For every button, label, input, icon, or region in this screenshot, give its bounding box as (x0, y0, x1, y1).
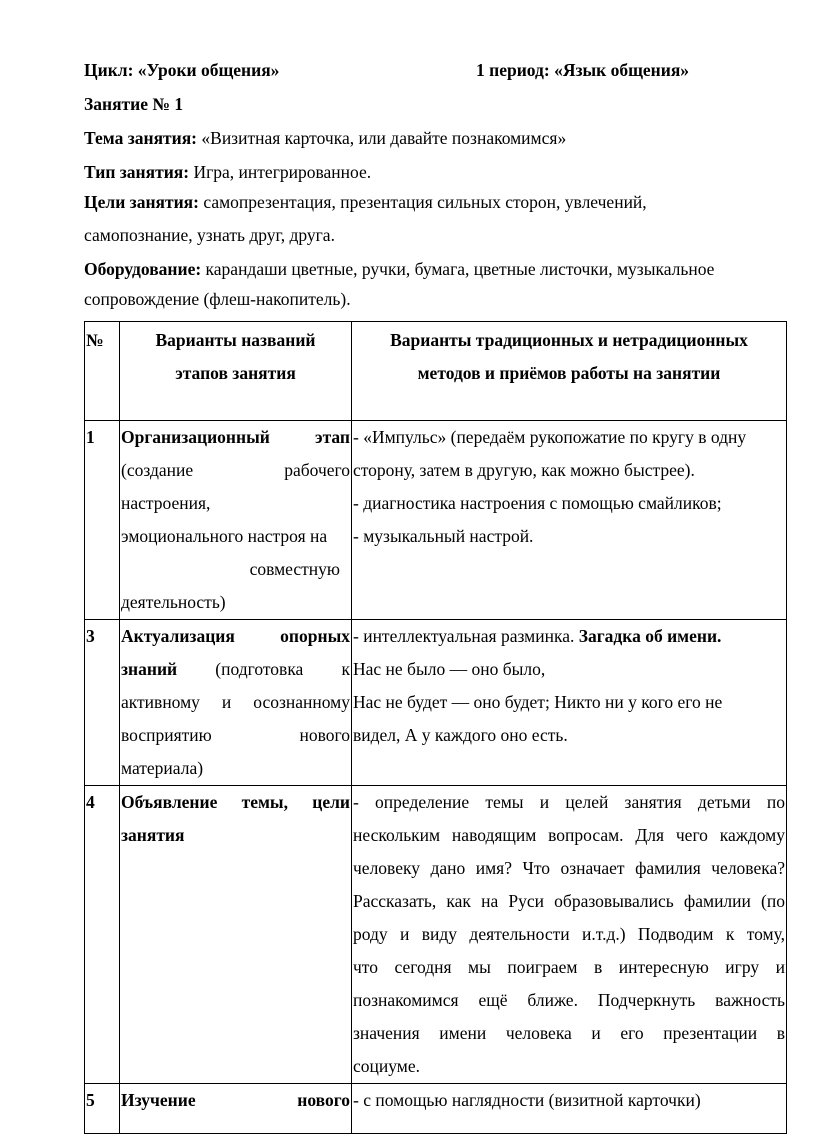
riddle-title: Загадка об имени. (578, 626, 722, 646)
stage-title-continued: знаний (121, 659, 178, 679)
row-number: 5 (85, 1084, 120, 1134)
header-number: № (85, 322, 120, 421)
row-number: 3 (85, 620, 120, 786)
stage-title: Изучение нового (121, 1090, 350, 1110)
stage-line: совместную (249, 559, 340, 579)
stage-line-rest: (подготовка к (177, 659, 350, 679)
stage-title: Организационный этап (121, 427, 350, 447)
method-line: - диагностика настроения с помощью смайликов; (353, 493, 722, 513)
table-row (85, 421, 787, 620)
stage-line: (создание рабочего (121, 460, 350, 480)
type-line (84, 161, 371, 183)
topic-value: «Визитная карточка, или давайте познакомимся» (197, 128, 567, 148)
methods-cell (352, 620, 787, 786)
period-title: 1 период: «Язык общения» (476, 60, 690, 80)
stage-line: материала) (121, 758, 204, 778)
topic-label: Тема занятия: (84, 128, 198, 148)
equipment-value-1: карандаши цветные, ручки, бумага, цветные листочки, музыкальное (201, 259, 715, 279)
table-row (85, 1084, 787, 1134)
type-label: Тип занятия: (84, 162, 190, 182)
stage-line: эмоционального настроя на (121, 526, 328, 546)
header-methods-line-2: методов и приёмов работы на занятии (417, 363, 721, 383)
method-line: Нас не будет — оно будет; Никто ни у кого его не (353, 692, 723, 712)
row-number: 1 (85, 421, 120, 620)
method-line: видел, А у каждого оно есть. (353, 725, 568, 745)
stage-line: настроения, (121, 493, 211, 513)
methods-cell (352, 421, 787, 620)
header-methods (352, 322, 787, 421)
topic-line (84, 127, 566, 149)
lesson-number: Занятие № 1 (84, 94, 184, 114)
stage-cell (120, 421, 352, 620)
method-line: - определение темы и целей занятия детьми по (353, 792, 785, 812)
methods-cell (352, 786, 787, 1084)
table-header-row (85, 322, 787, 421)
methods-cell (352, 1084, 787, 1134)
method-line: - «Импульс» (передаём рукопожатие по кругу в одну (353, 427, 747, 447)
lesson-stages-table (84, 321, 787, 1134)
stage-line (121, 653, 350, 686)
method-line: социуме. (353, 1056, 420, 1076)
stage-title: Актуализация опорных (121, 626, 350, 646)
type-value: Игра, интегрированное. (189, 162, 372, 182)
method-line: роду и виду деятельности и.т.д.) Подводим к тому, (353, 924, 785, 944)
method-line (353, 620, 785, 653)
method-line: нескольким наводящим вопросам. Для чего каждому (353, 825, 785, 845)
method-line: - с помощью наглядности (визитной карточки) (353, 1090, 701, 1110)
stage-title: Объявление темы, цели (121, 792, 350, 812)
stage-line: деятельность) (121, 592, 226, 612)
header-methods-line-1: Варианты традиционных и нетрадиционных (390, 330, 748, 350)
goals-value-1: самопрезентация, презентация сильных сторон, увлечений, (198, 192, 647, 212)
header-stage (120, 322, 352, 421)
table-row (85, 620, 787, 786)
stage-line: восприятию нового (121, 725, 350, 745)
goals-label: Цели занятия: (84, 192, 199, 212)
equipment-line-2: сопровождение (флеш-накопитель). (84, 289, 351, 309)
method-line: значения имени человека и его презентации в (353, 1023, 785, 1043)
stage-title-continued: занятия (121, 825, 185, 845)
row-number: 4 (85, 786, 120, 1084)
method-line: человеку дано имя? Что означает фамилия человека? (353, 858, 785, 878)
stage-cell (120, 1084, 352, 1134)
method-line: - музыкальный настрой. (353, 526, 534, 546)
table-row (85, 786, 787, 1084)
method-prefix: - интеллектуальная разминка. (353, 626, 579, 646)
goals-line (84, 191, 647, 213)
header-stage-line-2: этапов занятия (175, 363, 296, 383)
equipment-line (84, 258, 714, 280)
goals-line-2: самопознание, узнать друг, друга. (84, 225, 335, 245)
method-line: Рассказать, как на Руси образовывались фамилии (по (353, 891, 785, 911)
method-line: сторону, затем в другую, как можно быстрее). (353, 460, 695, 480)
equipment-label: Оборудование: (84, 259, 202, 279)
stage-line: активному и осознанному (121, 692, 350, 712)
method-line: познакомимся ещё ближе. Подчеркнуть важность (353, 990, 785, 1010)
method-line: что сегодня мы поиграем в интересную игру и (353, 957, 785, 977)
header-stage-line-1: Варианты названий (155, 330, 316, 350)
stage-cell (120, 620, 352, 786)
stage-cell (120, 786, 352, 1084)
method-line: Нас не было — оно было, (353, 659, 546, 679)
cycle-title: Цикл: «Уроки общения» (84, 60, 280, 80)
